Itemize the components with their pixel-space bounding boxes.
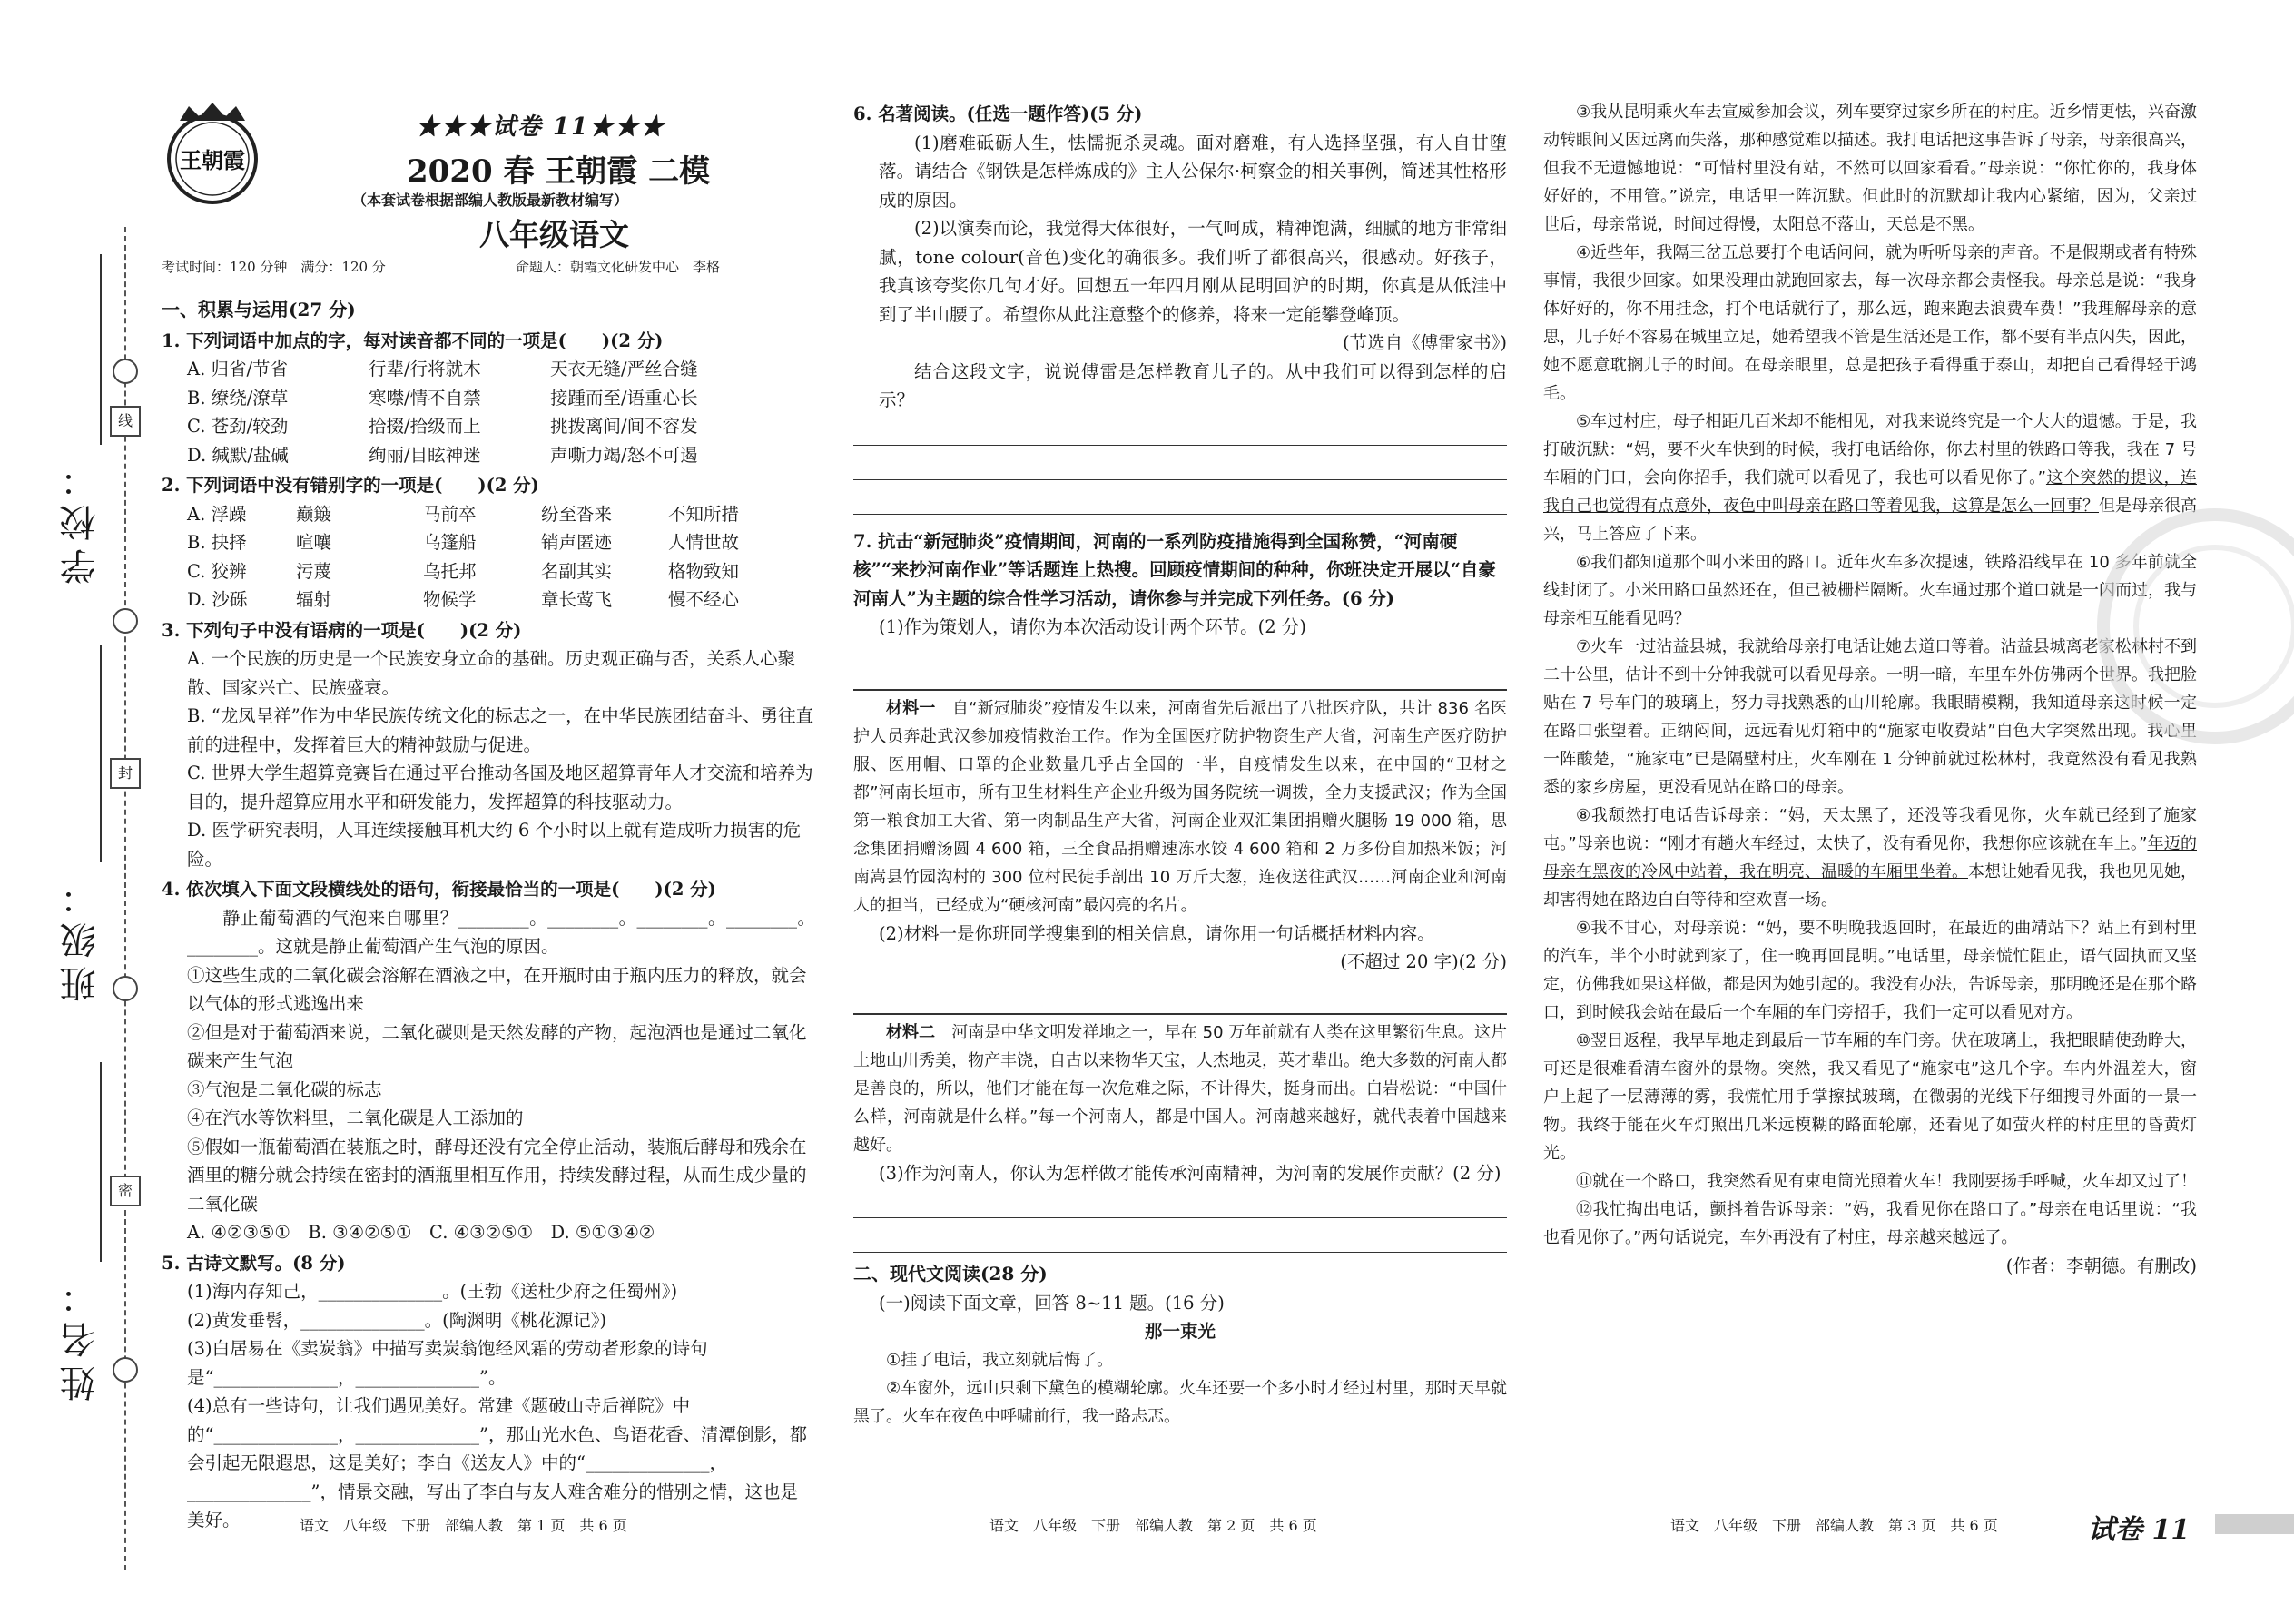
binding-hole [113, 1357, 138, 1383]
answer-line[interactable] [853, 484, 1507, 515]
story-paragraph: ④近些年，我隔三岔五总要打个电话问问，就为听听母亲的声音。不是假期或者有特殊事情，我很少回家。如果没理由就跑回家去，每一次母亲都会责怪我。母亲总是说：“我身体好好的，你不用挂念，打个电话就行了，那么远，跑来跑去浪费车费！”我理解母亲的意思，儿子好不容易在城里立足，她希望我不管是生活还是工作，都不要有半点闪失，因此，她不愿意耽搁儿子的时间。在母亲眼里，总是把孩子看得重于泰山，却把自己看得轻于鸿毛。 [1543, 243, 2197, 403]
q4-item: ②但是对于葡萄酒来说，二氧化碳则是天然发酵的产物，起泡酒也是通过二氧化碳来产生气泡 [187, 1021, 807, 1071]
option: 挑拨离间/间不容发 [550, 416, 698, 437]
page-footer-3: 语文 八年级 下册 部编人教 第 3 页 共 6 页 [1670, 1517, 1998, 1534]
option: 天衣无缝/严丝合缝 [550, 359, 698, 379]
option: 格物致知 [668, 560, 740, 582]
answer-line[interactable] [853, 1187, 1507, 1218]
q5-blank[interactable]: (1)海内存知己，______________。(王勃《送杜少府之任蜀州》) [187, 1281, 678, 1302]
option: 马前卒 [423, 503, 477, 525]
option[interactable]: C. 狡辨 [187, 560, 247, 582]
option: 拾掇/拾级而上 [369, 416, 481, 437]
name-field[interactable] [100, 1062, 102, 1262]
option[interactable]: A. 一个民族的历史是一个民族安身立命的基础。历史观正确与否，关系人心聚散、国家兴亡、民族盛衰。 [187, 648, 795, 698]
option[interactable]: A. 浮躁 [187, 503, 247, 525]
story-paragraph: ⑦火车一过沾益县城，我就给母亲打电话让她去道口等着。沾益县城离老家松林村不到二十公里，估计不到十分钟我就可以看见母亲。一明一暗，车里车外仿佛两个世界。我把脸贴在 7 号车门的玻璃上，努力寻找熟悉的山川轮廓。我眼睛模糊，我知道母亲这时候一定在路口张望着。正纳闷间，远远看见灯箱中的“施家屯收费站”白色大字突然出现。我心里一阵酸楚，“施家屯”已是隔壁村庄，火车刚在 1 分钟前就过松林村，我竟然没有看见我熟悉的家乡房屋，更没看见站在路口的母亲。 [1543, 637, 2197, 797]
option: 纷至沓来 [541, 503, 613, 525]
option[interactable]: C. 苍劲/较劲 [187, 416, 289, 437]
question-7: 7. 抗击“新冠肺炎”疫情期间，河南的一系列防疫措施得到全国称赞，“河南硬核”“来抄河南作业”等话题连上热搜。回顾疫情期间的种种，你班决定开展以“自豪河南人”为主题的综合性学习活动，请你参与并完成下列任务。(6 分) [853, 530, 1496, 609]
option: 名副其实 [541, 560, 613, 582]
page-2-column [853, 98, 1507, 1431]
option: 辐射 [296, 589, 332, 610]
q7-sub-2-limit: (不超过 20 字)(2 分) [1340, 951, 1507, 972]
logo-text: 王朝霞 [180, 147, 245, 173]
story-text: 本想让她看见我，我也见见她，却害得她在路边白白等待和空欢喜一场。 [1543, 862, 2197, 910]
answer-space[interactable] [853, 642, 1507, 680]
underlined-sentence: 这个突然的提议，连我自己也觉得有点意外，夜色中叫母亲在路口等着见我，这算是怎么一回事？ [1543, 468, 2197, 516]
option[interactable]: A. 归省/节省 [187, 359, 289, 379]
q2-options [162, 500, 815, 615]
story-paragraph: ⑥我们都知道那个叫小米田的路口。近年火车多次提速，铁路沿线早在 10 多年前就全线封闭了。小米田路口虽然还在，但已被栅栏隔断。火车通过那个道口就是一闪而过，我与母亲相互能看见吗？ [1543, 553, 2197, 628]
option[interactable]: D. 沙砾 [187, 589, 248, 610]
question-5: 5. 古诗文默写。(8 分) [162, 1252, 346, 1274]
story-paragraph: ③我从昆明乘火车去宣威参加会议，列车要穿过家乡所在的村庄。近乡情更怯，兴奋激动转眼间又因远离而失落，那种感觉难以描述。我打电话把这事告诉了母亲，母亲很高兴，但我不无遗憾地说：“可惜村里没有站，不然可以回家看看。”母亲说：“你忙你的，我身体好好的，不用管。”说完，电话里一阵沉默。但此时的沉默却让我内心紧缩，因为，父亲过世后，母亲常说，时间过得慢，太阳总不落山，天总是不黑。 [1543, 103, 2197, 234]
answer-line[interactable] [853, 415, 1507, 446]
school-label: 学校： [60, 454, 102, 585]
seal-mark-seal: 封 [110, 758, 141, 789]
q4-item: ④在汽水等饮料里，二氧化碳是人工添加的 [187, 1107, 524, 1128]
story-author: (作者：李朝德。有删改) [2005, 1255, 2197, 1276]
name-label: 姓名： [60, 1271, 102, 1402]
exam-title: 2020 春 王朝霞 二模 [407, 153, 711, 190]
question-6: 6. 名著阅读。(任选一题作答)(5 分) [853, 103, 1143, 124]
page-footer-1: 语文 八年级 下册 部编人教 第 1 页 共 6 页 [300, 1517, 627, 1534]
option: 行辈/行将就木 [369, 359, 481, 379]
reading-intro: (一)阅读下面文章，回答 8~11 题。(16 分) [879, 1292, 1225, 1314]
q6-prompt: 结合这段文字，说说傅雷是怎样教育儿子的。从中我们可以得到怎样的启示？ [879, 360, 1507, 410]
exam-author: 命题人：朝霞文化研发中心 李格 [516, 259, 721, 275]
question-3: 3. 下列句子中没有语病的一项是( )(2 分) [162, 619, 522, 641]
option: 章长莺飞 [541, 589, 613, 610]
material-2 [853, 1019, 1507, 1159]
q4-item: ⑤假如一瓶葡萄酒在装瓶之时，酵母还没有完全停止活动，装瓶后酵母和残余在酒里的糖分就会持续在密封的酒瓶里相互作用，持续发酵过程，从而生成少量的二氧化碳 [187, 1136, 807, 1215]
story-paragraph: ⑫我忙掏出电话，颤抖着告诉母亲：“妈，我看见你在路口了。”母亲在电话里说：“我也看见你了。”两句话说完，车外再没有了村庄，母亲越来越远了。 [1543, 1200, 2197, 1247]
binding-hole [113, 608, 138, 634]
option: 污蔑 [296, 560, 332, 582]
school-field[interactable] [100, 254, 102, 445]
story-text: ⑧我颓然打电话告诉母亲：“妈，天太黑了，还没等我看见你，火车就已经到了施家屯。”母亲也说：“刚才有趟火车经过，太快了，没有看见你，我想你应该就在车上。” [1543, 806, 2197, 853]
page-footer-2: 语文 八年级 下册 部编人教 第 2 页 共 6 页 [989, 1517, 1317, 1534]
option[interactable]: B. 缭绕/潦草 [187, 387, 289, 408]
story-paragraph: ⑪就在一个路口，我突然看见有束电筒光照着火车！我刚要扬手呼喊，火车却又过了！ [1576, 1172, 2197, 1191]
option: 人情世故 [668, 532, 740, 553]
story-title: 那一束光 [1144, 1321, 1216, 1342]
q5-blank[interactable]: (3)白居易在《卖炭翁》中描写卖炭翁饱经风霜的劳动者形象的诗句是“______________，______________”。 [187, 1338, 708, 1388]
option: 声嘶力竭/怒不可遏 [550, 444, 698, 466]
material-tag: 材料二 [886, 1022, 936, 1042]
option[interactable]: D. 医学研究表明，人耳连续接触耳机大约 6 个小时以上就有造成听力损害的危险。 [187, 820, 802, 870]
option: 接踵而至/语重心长 [550, 387, 698, 408]
exam-number: ★★★试卷 11★★★ [416, 113, 666, 141]
class-field[interactable] [100, 645, 102, 862]
material-text: 河南是中华文明发祥地之一，早在 50 万年前就有人类在这里繁衍生息。这片土地山川秀美，物产丰饶，自古以来物华天宝，人杰地灵，英才辈出。绝大多数的河南人都是善良的，所以，他们才能在每一次危难之际，不计得失，挺身而出。白岩松说：“中国什么样，河南就是什么样。”每一个河南人，都是中国人。河南越来越好，就代表着中国越来越好。 [853, 1022, 1507, 1155]
q7-sub-1: (1)作为策划人，请你为本次活动设计两个环节。(2 分) [879, 616, 1306, 637]
q4-passage: 静止葡萄酒的气泡来自哪里？________。________。________。________。________。这就是静止葡萄酒产生气泡的原因。 [187, 907, 815, 957]
section-heading: 二、现代文阅读(28 分) [853, 1263, 1048, 1284]
story-paragraph: ⑨我不甘心，对母亲说：“妈，要不明晚我返回时，在最近的曲靖站下？站上有到村里的汽车，半个小时就到家了，住一晚再回昆明。”电话里，母亲慌忙阻止，语气固执而又坚定，仿佛我如果这样做，都是因为她引起的。我没有办法，告诉母亲，那明晚还是在那个路口，到时候我会站在最后一个车厢的车门旁招手，我们一定可以看见对方。 [1543, 919, 2197, 1022]
option: 巅簸 [296, 503, 332, 525]
option: 乌篷船 [423, 532, 477, 553]
q6-option-1: (1)磨难砥砺人生，怯懦扼杀灵魂。面对磨难，有人选择坚强，有人自甘堕落。请结合《钢铁是怎样炼成的》主人公保尔·柯察金的相关事例，简述其性格形成的原因。 [879, 132, 1507, 211]
answer-space[interactable] [853, 977, 1507, 1004]
option: 喧嚷 [296, 532, 332, 553]
exam-time: 考试时间：120 分钟 满分：120 分 [162, 259, 386, 275]
story-paragraph [1543, 408, 2197, 548]
q4-item: ①这些生成的二氧化碳会溶解在酒液之中，在开瓶时由于瓶内压力的释放，就会以气体的形式逃逸出来 [187, 964, 807, 1014]
subject-grade: 八年级语文 [479, 217, 629, 252]
option: 乌托邦 [423, 560, 477, 582]
question-1: 1. 下列词语中加点的字，每对读音都不同的一项是( )(2 分) [162, 330, 664, 351]
section-heading: 一、积累与运用(27 分) [162, 299, 356, 320]
story-paragraph: ①挂了电话，我立刻就后悔了。 [886, 1350, 1114, 1370]
story-text: ⑤车过村庄，母子相距几百米却不能相见，对我来说终究是一个大大的遗憾。于是，我打破沉默：“妈，要不火车快到的时候，我打电话给你，你去村里的铁路口等我，我在 7 号车厢的门口，会向你招手，我们就可以看见了，我也可以看见你了。” [1543, 412, 2197, 487]
material-text: 自“新冠肺炎”疫情发生以来，河南省先后派出了八批医疗队，共计 836 名医护人员奔赴武汉参加疫情救治工作。作为全国医疗防护物资生产大省，河南生产医疗防护服、医用帽、口罩的企业数量几乎占全国的一半，自疫情发生以来，在中国的“卫材之都”河南长垣市，所有卫生材料生产企业升级为国务院统一调拨，全力支援武汉；作为全国第一粮食加工大省、第一肉制品生产大省，河南企业双汇集团捐赠火腿肠 19 000 箱，思念集团捐赠汤圆 4 600 箱，三全食品捐赠速冻水饺 4 600 箱和 2 万多份自加热米饭；河南嵩县竹园沟村的 300 位村民徒手剖出 10 万斤大葱，连夜送往武汉……河南企业和河南人的担当，已经成为“硬核河南”最闪亮的名片。 [853, 698, 1508, 915]
q6-option-2: (2)以演奏而论，我觉得大体很好，一气呵成，精神饱满，细腻的地方非常细腻，tone colour(音色)变化的确很多。我们听了都很高兴，很感动。好孩子，我真该夸奖你几句才好。回想五一年四月刚从昆明回沪的时期，你真是从低洼中到了半山腰了。希望你从此注意整个的修养，将来一定能攀登峰顶。 [879, 218, 1507, 325]
footer-bar [2215, 1514, 2294, 1534]
story-text: 但是母亲很高兴，马上答应了下来。 [1543, 497, 2197, 544]
story-paragraph: ②车窗外，远山只剩下黛色的模糊轮廓。火车还要一个多小时才经过村里，那时天早就黑了。火车在夜色中呼啸前行，我一路忐忑。 [853, 1378, 1507, 1426]
page-1-column [162, 296, 815, 1535]
edition-note: （本套试卷根据部编人教版最新教材编写） [352, 192, 629, 209]
source-note: (节选自《傅雷家书》) [1343, 332, 1507, 353]
q5-blank[interactable]: (2)黄发垂髫，______________。(陶渊明《桃花源记》) [187, 1309, 607, 1331]
exam-badge: 试卷 11 [2088, 1514, 2191, 1546]
q4-options[interactable]: A. ④②③⑤① B. ③④②⑤① C. ④③②⑤① D. ⑤①③④② [187, 1222, 655, 1243]
divider [853, 1013, 1507, 1015]
option[interactable]: B. “龙凤呈祥”作为中华民族传统文化的标志之一，在中华民族团结奋斗、勇往直前的进程中，发挥着巨大的精神鼓励与促进。 [187, 705, 814, 755]
watermark-seal-inner [2133, 545, 2294, 708]
binding-strip [0, 0, 154, 1624]
q5-blank[interactable]: (4)总有一些诗句，让我们遇见美好。常建《题破山寺后禅院》中的“______________，______________”，那山光水色、鸟语花香、清潭倒影，都会引起无限遐思，这是美好；李白《送友人》中的“______________，______________”，情景交融，写出了李白与友人难舍难分的惜别之情，这也是美好。 [187, 1395, 807, 1530]
page-3-column [1543, 98, 2197, 1281]
q7-sub-2: (2)材料一是你班同学搜集到的相关信息，请你用一句话概括材料内容。 [879, 922, 1435, 944]
option: 绚丽/目眩神迷 [369, 444, 481, 466]
q4-item: ③气泡是二氧化碳的标志 [187, 1078, 382, 1100]
option: 物候学 [423, 589, 477, 610]
q7-sub-3: (3)作为河南人，你认为怎样做才能传承河南精神，为河南的发展作贡献？(2 分) [879, 1162, 1501, 1184]
option: 寒噤/情不自禁 [369, 387, 481, 408]
exam-header [162, 95, 815, 277]
story-paragraph: ⑩翌日返程，我早早地走到最后一节车厢的车门旁。伏在玻璃上，我把眼睛使劲睁大，可还是很难看清车窗外的景物。突然，我又看见了“施家屯”这几个字。车内外温差大，窗户上起了一层薄薄的雾，我慌忙用手掌擦拭玻璃，在微弱的光线下仔细搜寻外面的一景一物。我终于能在火车灯照出几米远模糊的路面轮廓，还看见了如萤火样的村庄里的昏黄灯光。 [1543, 1031, 2197, 1163]
option[interactable]: D. 缄默/盐碱 [187, 444, 289, 466]
q1-options [162, 355, 815, 469]
option: 销声匿迹 [541, 532, 613, 553]
material-tag: 材料一 [886, 698, 936, 718]
underlined-sentence: 年迈的母亲在黑夜的冷风中站着，我在明亮、温暖的车厢里坐着。 [1543, 834, 2197, 881]
option: 不知所措 [668, 503, 740, 525]
answer-line[interactable] [853, 449, 1507, 480]
binding-hole [113, 976, 138, 1001]
seal-mark-line: 线 [110, 406, 141, 437]
question-4: 4. 依次填入下面文段横线处的语句，衔接最恰当的一项是( )(2 分) [162, 879, 716, 900]
class-label: 班级： [60, 871, 102, 1002]
seal-mark-secret: 密 [110, 1176, 141, 1206]
answer-line[interactable] [853, 1222, 1507, 1253]
story-paragraph [1543, 802, 2197, 914]
option[interactable]: C. 世界大学生超算竞赛旨在通过平台推动各国及地区超算青年人才交流和培养为目的，提升超算应用水平和研发能力，发挥超算的科技驱动力。 [187, 763, 813, 812]
publisher-logo [162, 101, 263, 210]
question-2: 2. 下列词语中没有错别字的一项是( )(2 分) [162, 475, 539, 496]
binding-hole [113, 359, 138, 384]
divider [853, 689, 1507, 691]
material-1 [853, 694, 1507, 920]
option[interactable]: B. 抉择 [187, 532, 247, 553]
option: 慢不经心 [668, 589, 740, 610]
